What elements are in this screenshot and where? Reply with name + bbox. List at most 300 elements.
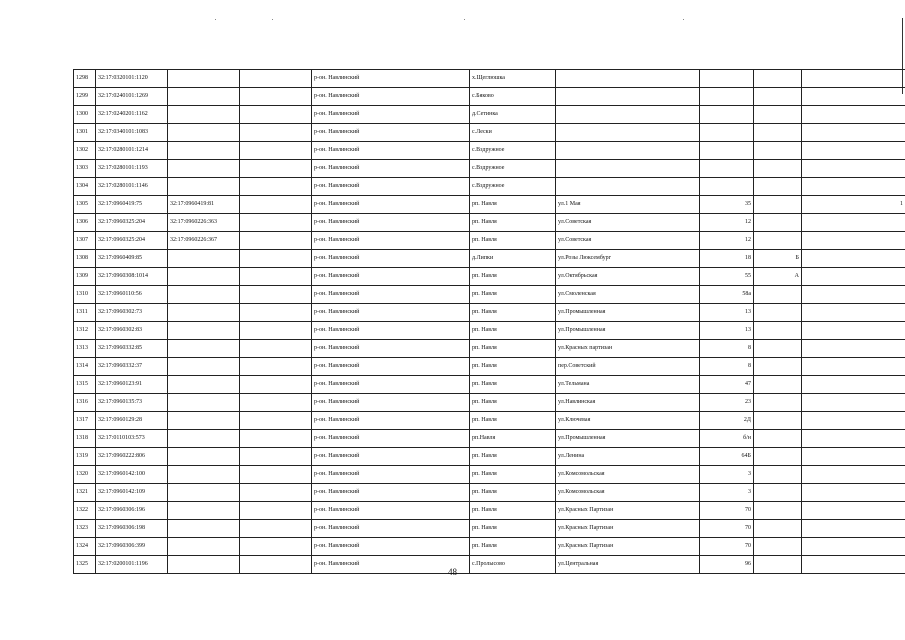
row-number-cell: 1299 [74, 88, 96, 106]
related-cadastral-number-cell [168, 466, 240, 484]
house-number-cell: 13 [700, 304, 754, 322]
cadastral-number-cell: 32:17:0320101:1120 [96, 70, 168, 88]
house-number-cell: 70 [700, 538, 754, 556]
row-number-cell: 1315 [74, 376, 96, 394]
building-letter-cell [754, 520, 802, 538]
scan-speck [272, 19, 273, 20]
district-cell: р-он. Навлинский [312, 88, 470, 106]
row-number-cell: 1316 [74, 394, 96, 412]
street-cell: ул.Советская [556, 232, 700, 250]
table-row [74, 322, 905, 340]
cadastral-number-cell: 32:17:0200101:1196 [96, 556, 168, 574]
district-cell: р-он. Навлинский [312, 106, 470, 124]
street-cell: ул.Розы Люксембург [556, 250, 700, 268]
house-number-cell: 47 [700, 376, 754, 394]
extra-value-cell [802, 286, 905, 304]
related-cadastral-number-cell [168, 340, 240, 358]
extra-value-cell [802, 412, 905, 430]
district-cell: р-он. Навлинский [312, 124, 470, 142]
related-cadastral-number-cell [168, 412, 240, 430]
extra-value-cell [802, 106, 905, 124]
house-number-cell: 23 [700, 394, 754, 412]
building-letter-cell [754, 376, 802, 394]
settlement-cell: рп. Навля [470, 340, 556, 358]
row-number-cell: 1320 [74, 466, 96, 484]
row-number-cell: 1313 [74, 340, 96, 358]
building-letter-cell: Б [754, 250, 802, 268]
settlement-cell: рп. Навля [470, 196, 556, 214]
blank-cell [240, 232, 312, 250]
settlement-cell: х.Щеглюшка [470, 70, 556, 88]
cadastral-number-cell: 32:17:0960222:806 [96, 448, 168, 466]
extra-value-cell [802, 214, 905, 232]
house-number-cell: 35 [700, 196, 754, 214]
building-letter-cell [754, 322, 802, 340]
cadastral-number-cell: 32:17:0960123:91 [96, 376, 168, 394]
house-number-cell [700, 178, 754, 196]
related-cadastral-number-cell [168, 178, 240, 196]
blank-cell [240, 178, 312, 196]
blank-cell [240, 286, 312, 304]
district-cell: р-он. Навлинский [312, 394, 470, 412]
table-row [74, 286, 905, 304]
extra-value-cell [802, 160, 905, 178]
related-cadastral-number-cell [168, 394, 240, 412]
row-number-cell: 1306 [74, 214, 96, 232]
cadastral-number-cell: 32:17:0960306:198 [96, 520, 168, 538]
house-number-cell: 2Д [700, 412, 754, 430]
related-cadastral-number-cell [168, 106, 240, 124]
table-row [74, 88, 905, 106]
building-letter-cell [754, 340, 802, 358]
settlement-cell: рп. Навля [470, 322, 556, 340]
table-row [74, 106, 905, 124]
extra-value-cell [802, 376, 905, 394]
row-number-cell: 1304 [74, 178, 96, 196]
house-number-cell: 3 [700, 484, 754, 502]
street-cell: ул.Центральная [556, 556, 700, 574]
building-letter-cell [754, 160, 802, 178]
house-number-cell [700, 106, 754, 124]
district-cell: р-он. Навлинский [312, 322, 470, 340]
settlement-cell: рп. Навля [470, 412, 556, 430]
row-number-cell: 1312 [74, 322, 96, 340]
district-cell: р-он. Навлинский [312, 538, 470, 556]
blank-cell [240, 520, 312, 538]
building-letter-cell [754, 286, 802, 304]
district-cell: р-он. Навлинский [312, 178, 470, 196]
row-number-cell: 1301 [74, 124, 96, 142]
district-cell: р-он. Навлинский [312, 70, 470, 88]
settlement-cell: с.Вздружное [470, 178, 556, 196]
cadastral-number-cell: 32:17:0340101:1083 [96, 124, 168, 142]
related-cadastral-number-cell [168, 520, 240, 538]
blank-cell [240, 106, 312, 124]
cadastral-number-cell: 32:17:0960332:85 [96, 340, 168, 358]
street-cell: ул.Ленина [556, 448, 700, 466]
cadastral-number-cell: 32:17:0960325:204 [96, 214, 168, 232]
district-cell: р-он. Навлинский [312, 376, 470, 394]
cadastral-number-cell: 32:17:0240101:1269 [96, 88, 168, 106]
building-letter-cell [754, 124, 802, 142]
row-number-cell: 1325 [74, 556, 96, 574]
district-cell: р-он. Навлинский [312, 448, 470, 466]
table-row [74, 178, 905, 196]
table-row [74, 502, 905, 520]
settlement-cell: с.Бяково [470, 88, 556, 106]
settlement-cell: рп. Навля [470, 520, 556, 538]
district-cell: р-он. Навлинский [312, 430, 470, 448]
street-cell: ул.1 Мая [556, 196, 700, 214]
street-cell [556, 88, 700, 106]
settlement-cell: с.Вздружное [470, 160, 556, 178]
building-letter-cell [754, 466, 802, 484]
table-row [74, 520, 905, 538]
district-cell: р-он. Навлинский [312, 232, 470, 250]
building-letter-cell [754, 430, 802, 448]
row-number-cell: 1323 [74, 520, 96, 538]
blank-cell [240, 466, 312, 484]
house-number-cell: 96 [700, 556, 754, 574]
settlement-cell: рп.Навля [470, 430, 556, 448]
table-row [74, 538, 905, 556]
building-letter-cell [754, 448, 802, 466]
settlement-cell: с.Пролысово [470, 556, 556, 574]
related-cadastral-number-cell [168, 358, 240, 376]
related-cadastral-number-cell: 32:17:0960226:363 [168, 214, 240, 232]
extra-value-cell [802, 484, 905, 502]
district-cell: р-он. Навлинский [312, 340, 470, 358]
extra-value-cell [802, 70, 905, 88]
street-cell: ул.Навлинская [556, 394, 700, 412]
house-number-cell: 8 [700, 340, 754, 358]
settlement-cell: рп. Навля [470, 304, 556, 322]
building-letter-cell [754, 88, 802, 106]
scan-speck [215, 19, 216, 20]
street-cell: ул.Комсомольская [556, 466, 700, 484]
house-number-cell: 18 [700, 250, 754, 268]
district-cell: р-он. Навлинский [312, 250, 470, 268]
cadastral-number-cell: 32:17:0960302:83 [96, 322, 168, 340]
building-letter-cell [754, 70, 802, 88]
settlement-cell: рп. Навля [470, 538, 556, 556]
street-cell: ул.Промышленная [556, 430, 700, 448]
blank-cell [240, 88, 312, 106]
blank-cell [240, 412, 312, 430]
district-cell: р-он. Навлинский [312, 520, 470, 538]
blank-cell [240, 214, 312, 232]
house-number-cell: 3 [700, 466, 754, 484]
row-number-cell: 1300 [74, 106, 96, 124]
extra-value-cell [802, 430, 905, 448]
extra-value-cell [802, 466, 905, 484]
district-cell: р-он. Навлинский [312, 556, 470, 574]
related-cadastral-number-cell: 32:17:0960419:81 [168, 196, 240, 214]
settlement-cell: рп. Навля [470, 502, 556, 520]
cadastral-number-cell: 32:17:0960308:1014 [96, 268, 168, 286]
related-cadastral-number-cell [168, 448, 240, 466]
building-letter-cell [754, 196, 802, 214]
row-number-cell: 1307 [74, 232, 96, 250]
table-row [74, 466, 905, 484]
blank-cell [240, 70, 312, 88]
extra-value-cell [802, 232, 905, 250]
blank-cell [240, 124, 312, 142]
table-row [74, 394, 905, 412]
house-number-cell: 70 [700, 502, 754, 520]
blank-cell [240, 142, 312, 160]
table-row [74, 448, 905, 466]
extra-value-cell [802, 340, 905, 358]
settlement-cell: рп. Навля [470, 232, 556, 250]
district-cell: р-он. Навлинский [312, 466, 470, 484]
district-cell: р-он. Навлинский [312, 484, 470, 502]
row-number-cell: 1309 [74, 268, 96, 286]
house-number-cell: 12 [700, 232, 754, 250]
table-row [74, 160, 905, 178]
street-cell: ул.Промышленная [556, 304, 700, 322]
related-cadastral-number-cell [168, 142, 240, 160]
building-letter-cell [754, 484, 802, 502]
extra-value-cell [802, 268, 905, 286]
settlement-cell: рп. Навля [470, 286, 556, 304]
cadastral-number-cell: 32:17:0960325:204 [96, 232, 168, 250]
street-cell [556, 106, 700, 124]
building-letter-cell [754, 538, 802, 556]
street-cell: ул.Советская [556, 214, 700, 232]
related-cadastral-number-cell [168, 538, 240, 556]
row-number-cell: 1303 [74, 160, 96, 178]
table-row [74, 430, 905, 448]
street-cell: ул.Тельмана [556, 376, 700, 394]
street-cell [556, 178, 700, 196]
street-cell: ул.Промышленная [556, 322, 700, 340]
extra-value-cell [802, 142, 905, 160]
building-letter-cell [754, 304, 802, 322]
building-letter-cell [754, 232, 802, 250]
street-cell: ул.Красных партизан [556, 340, 700, 358]
related-cadastral-number-cell [168, 286, 240, 304]
settlement-cell: рп. Навля [470, 448, 556, 466]
cadastral-number-cell: 32:17:0280101:1146 [96, 178, 168, 196]
blank-cell [240, 340, 312, 358]
blank-cell [240, 160, 312, 178]
cadastral-number-cell: 32:17:0960409:85 [96, 250, 168, 268]
table-row [74, 124, 905, 142]
district-cell: р-он. Навлинский [312, 214, 470, 232]
related-cadastral-number-cell [168, 430, 240, 448]
row-number-cell: 1302 [74, 142, 96, 160]
house-number-cell [700, 88, 754, 106]
settlement-cell: с.Вздружное [470, 142, 556, 160]
building-letter-cell [754, 502, 802, 520]
cadastral-number-cell: 32:17:0280101:1214 [96, 142, 168, 160]
house-number-cell: 13 [700, 322, 754, 340]
blank-cell [240, 394, 312, 412]
blank-cell [240, 430, 312, 448]
house-number-cell: 55 [700, 268, 754, 286]
settlement-cell: рп. Навля [470, 466, 556, 484]
settlement-cell: рп. Навля [470, 214, 556, 232]
building-letter-cell [754, 106, 802, 124]
house-number-cell: б/н [700, 430, 754, 448]
row-number-cell: 1314 [74, 358, 96, 376]
blank-cell [240, 250, 312, 268]
related-cadastral-number-cell [168, 268, 240, 286]
street-cell: ул.Красных Партизан [556, 502, 700, 520]
street-cell: ул.Ключевая [556, 412, 700, 430]
row-number-cell: 1308 [74, 250, 96, 268]
row-number-cell: 1305 [74, 196, 96, 214]
cadastral-number-cell: 32:17:0960306:196 [96, 502, 168, 520]
scan-speck [683, 19, 684, 20]
settlement-cell: рп. Навля [470, 358, 556, 376]
blank-cell [240, 484, 312, 502]
cadastral-number-cell: 32:17:0960110:56 [96, 286, 168, 304]
row-number-cell: 1322 [74, 502, 96, 520]
street-cell: ул.Красных Партизан [556, 538, 700, 556]
page-number: 48 [448, 567, 457, 577]
street-cell: ул.Октябрьская [556, 268, 700, 286]
cadastral-number-cell: 32:17:0960135:73 [96, 394, 168, 412]
street-cell: ул.Красных Партизан [556, 520, 700, 538]
extra-value-cell [802, 304, 905, 322]
extra-value-cell [802, 358, 905, 376]
blank-cell [240, 304, 312, 322]
related-cadastral-number-cell [168, 88, 240, 106]
related-cadastral-number-cell [168, 322, 240, 340]
cadastral-number-cell: 32:17:0280101:1193 [96, 160, 168, 178]
street-cell [556, 160, 700, 178]
table-row [74, 142, 905, 160]
table-row [74, 70, 905, 88]
blank-cell [240, 358, 312, 376]
building-letter-cell [754, 142, 802, 160]
settlement-cell: рп. Навля [470, 394, 556, 412]
related-cadastral-number-cell [168, 250, 240, 268]
district-cell: р-он. Навлинский [312, 412, 470, 430]
house-number-cell: 70 [700, 520, 754, 538]
house-number-cell [700, 70, 754, 88]
cadastral-number-cell: 32:17:0960306:399 [96, 538, 168, 556]
settlement-cell: рп. Навля [470, 268, 556, 286]
blank-cell [240, 538, 312, 556]
extra-value-cell [802, 124, 905, 142]
table-row [74, 214, 905, 232]
extra-value-cell [802, 448, 905, 466]
blank-cell [240, 196, 312, 214]
extra-value-cell [802, 394, 905, 412]
district-cell: р-он. Навлинский [312, 286, 470, 304]
house-number-cell [700, 160, 754, 178]
extra-value-cell [802, 322, 905, 340]
cadastral-number-cell: 32:17:0110103:573 [96, 430, 168, 448]
related-cadastral-number-cell [168, 304, 240, 322]
row-number-cell: 1321 [74, 484, 96, 502]
house-number-cell: 58а [700, 286, 754, 304]
table-row [74, 250, 905, 268]
district-cell: р-он. Навлинский [312, 268, 470, 286]
settlement-cell: рп. Навля [470, 484, 556, 502]
district-cell: р-он. Навлинский [312, 142, 470, 160]
district-cell: р-он. Навлинский [312, 196, 470, 214]
house-number-cell: 64Б [700, 448, 754, 466]
cadastral-number-cell: 32:17:0960129:28 [96, 412, 168, 430]
row-number-cell: 1319 [74, 448, 96, 466]
blank-cell [240, 502, 312, 520]
row-number-cell: 1317 [74, 412, 96, 430]
street-cell: ул.Комсомольская [556, 484, 700, 502]
related-cadastral-number-cell [168, 484, 240, 502]
building-letter-cell [754, 358, 802, 376]
street-cell [556, 124, 700, 142]
house-number-cell [700, 124, 754, 142]
extra-value-cell [802, 538, 905, 556]
table-row [74, 340, 905, 358]
building-letter-cell: А [754, 268, 802, 286]
extra-value-cell: 1 [802, 196, 905, 214]
street-cell [556, 142, 700, 160]
row-number-cell: 1324 [74, 538, 96, 556]
cadastral-number-cell: 32:17:0960142:109 [96, 484, 168, 502]
table-row [74, 376, 905, 394]
extra-value-cell [802, 502, 905, 520]
district-cell: р-он. Навлинский [312, 304, 470, 322]
building-letter-cell [754, 214, 802, 232]
cadastral-number-cell: 32:17:0960302:73 [96, 304, 168, 322]
table-row [74, 268, 905, 286]
extra-value-cell [802, 250, 905, 268]
table-row [74, 484, 905, 502]
row-number-cell: 1311 [74, 304, 96, 322]
district-cell: р-он. Навлинский [312, 358, 470, 376]
related-cadastral-number-cell [168, 70, 240, 88]
scan-speck [464, 19, 465, 20]
cadastral-number-cell: 32:17:0960419:75 [96, 196, 168, 214]
row-number-cell: 1310 [74, 286, 96, 304]
street-cell [556, 70, 700, 88]
settlement-cell: д.Липки [470, 250, 556, 268]
district-cell: р-он. Навлинский [312, 502, 470, 520]
blank-cell [240, 376, 312, 394]
street-cell: пер.Советский [556, 358, 700, 376]
row-number-cell: 1298 [74, 70, 96, 88]
table-row [74, 196, 905, 214]
extra-value-cell [802, 88, 905, 106]
table-row [74, 232, 905, 250]
related-cadastral-number-cell [168, 160, 240, 178]
cadastral-number-cell: 32:17:0960332:37 [96, 358, 168, 376]
house-number-cell: 8 [700, 358, 754, 376]
registry-body [74, 70, 905, 574]
table-row [74, 304, 905, 322]
cadastral-number-cell: 32:17:0960142:100 [96, 466, 168, 484]
building-letter-cell [754, 178, 802, 196]
property-registry-table [73, 69, 905, 574]
related-cadastral-number-cell [168, 124, 240, 142]
street-cell: ул.Смоленская [556, 286, 700, 304]
cadastral-number-cell: 32:17:0240201:1162 [96, 106, 168, 124]
building-letter-cell [754, 394, 802, 412]
house-number-cell [700, 142, 754, 160]
extra-value-cell [802, 520, 905, 538]
related-cadastral-number-cell [168, 376, 240, 394]
related-cadastral-number-cell: 32:17:0960226:367 [168, 232, 240, 250]
related-cadastral-number-cell [168, 502, 240, 520]
table-row [74, 358, 905, 376]
blank-cell [240, 322, 312, 340]
table-row [74, 412, 905, 430]
